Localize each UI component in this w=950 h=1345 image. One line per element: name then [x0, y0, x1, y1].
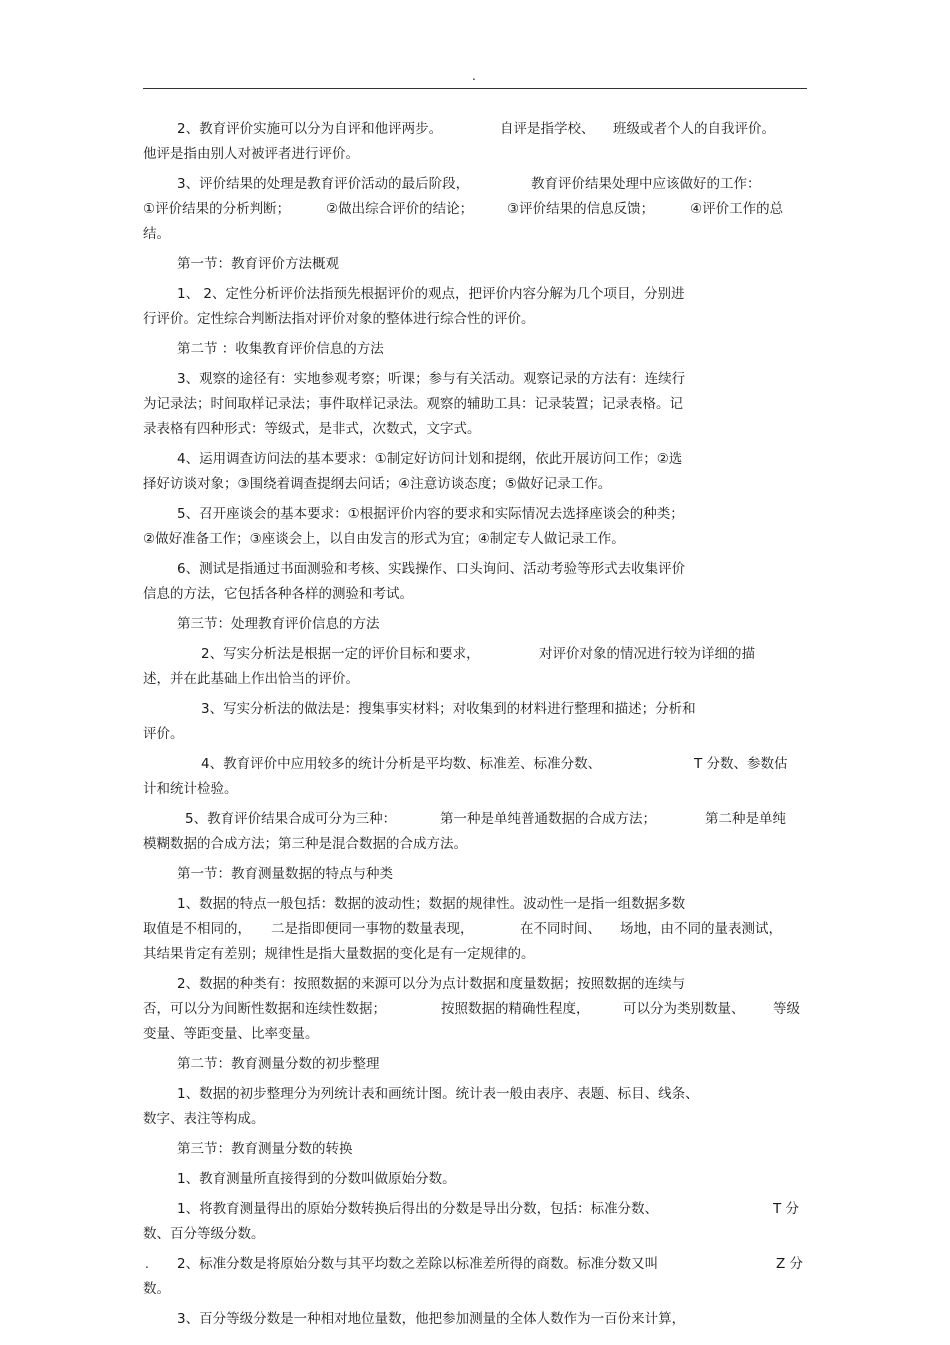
text-segment: 2、教育评价实施可以分为自评和他评两步。 [177, 121, 443, 137]
document-body [143, 117, 807, 1332]
text-segment: 数。 [143, 1281, 170, 1297]
paragraph-line [143, 1197, 807, 1222]
paragraph-line [143, 1107, 807, 1132]
text-segment: 1、将教育测量得出的原始分数转换后得出的分数是导出分数，包括：标准分数、 [177, 1201, 659, 1217]
text-segment: 4、教育评价中应用较多的统计分析是平均数、标准差、标准分数、 [201, 756, 602, 772]
paragraph-line [143, 972, 807, 997]
text-segment: 择好访谈对象；③围绕着调查提纲去问话；④注意访谈态度；⑤做好记录工作。 [143, 476, 612, 492]
text-segment: 2、写实分析法是根据一定的评价目标和要求， [201, 646, 480, 662]
text-segment: 第三节：教育测量分数的转换 [177, 1141, 353, 1157]
paragraph-line [143, 722, 807, 747]
text-segment: ①评价结果的分析判断； [143, 201, 291, 217]
paragraph-line [143, 942, 807, 967]
text-segment: 可以分为类别数量、 [623, 1001, 745, 1017]
text-segment: 第二种是单纯 [705, 811, 786, 827]
text-segment: 评价。 [143, 726, 184, 742]
text-segment: 2、数据的种类有：按照数据的来源可以分为点计数据和度量数据；按照数据的连续与 [177, 976, 686, 992]
paragraph-line [143, 1167, 807, 1192]
paragraph-line [143, 752, 807, 777]
text-segment: 6、测试是指通过书面测验和考核、实践操作、口头询问、活动考验等形式去收集评价 [177, 561, 686, 577]
text-segment: ②做好准备工作；③座谈会上，以自由发言的形式为宜；④制定专人做记录工作。 [143, 531, 625, 547]
paragraph-line [143, 447, 807, 472]
paragraph-line [143, 367, 807, 392]
header-mark: . [472, 69, 476, 83]
text-segment: 取值是不相同的， [143, 921, 251, 937]
text-segment: ④评价工作的总 [690, 201, 784, 217]
paragraph-line [143, 557, 807, 582]
text-segment: 其结果肯定有差别；规律性是指大量数据的变化是有一定规律的。 [143, 946, 535, 962]
text-segment: 1、教育测量所直接得到的分数叫做原始分数。 [177, 1171, 456, 1187]
paragraph-line [143, 1277, 807, 1302]
text-segment: 自评是指学校、 [500, 121, 595, 137]
text-segment: 班级或者个人的自我评价。 [613, 121, 775, 137]
text-segment: 5、教育评价结果合成可分为三种： [185, 811, 397, 827]
text-segment: 他评是指由别人对被评者进行评价。 [143, 146, 359, 162]
section-heading [143, 252, 807, 277]
header-rule [143, 88, 807, 89]
text-segment: 2、标准分数是将原始分数与其平均数之差除以标准差所得的商数。标准分数又叫 [177, 1256, 659, 1272]
text-segment: 信息的方法，它包括各种各样的测验和考试。 [143, 586, 413, 602]
paragraph-line [143, 502, 807, 527]
section-heading [143, 337, 807, 362]
section-heading [143, 612, 807, 637]
paragraph-line [143, 142, 807, 167]
text-segment: 述，并在此基础上作出恰当的评价。 [143, 671, 359, 687]
text-segment: 计和统计检验。 [143, 781, 238, 797]
paragraph-line [143, 472, 807, 497]
text-segment: 第一节：教育评价方法概观 [177, 256, 339, 272]
paragraph-line [143, 1307, 807, 1332]
paragraph-line [143, 917, 807, 942]
text-segment: 变量、等距变量、比率变量。 [143, 1026, 319, 1042]
paragraph-line [143, 222, 807, 247]
text-segment: 1、 2、定性分析评价法指预先根据评价的观点，把评价内容分解为几个项目，分别进 [177, 286, 685, 302]
paragraph-line [143, 392, 807, 417]
text-segment: 4、运用调查访问法的基本要求：①制定好访问计划和提纲，依此开展访问工作；②选 [177, 451, 683, 467]
text-segment: 等级 [773, 1001, 800, 1017]
paragraph-line [143, 777, 807, 802]
text-segment: 在不同时间、 [520, 921, 601, 937]
text-segment: 第三节：处理教育评价信息的方法 [177, 616, 380, 632]
paragraph-line [143, 117, 807, 142]
paragraph-line [143, 1022, 807, 1047]
paragraph-line [143, 197, 807, 222]
paragraph-line [143, 832, 807, 857]
text-segment: 数、百分等级分数。 [143, 1226, 265, 1242]
text-segment: 1、数据的初步整理分为列统计表和画统计图。统计表一般由表序、表题、标目、线条、 [177, 1086, 699, 1102]
text-segment: T 分 [773, 1201, 800, 1217]
text-segment: ③评价结果的信息反馈； [507, 201, 655, 217]
paragraph-line [143, 807, 807, 832]
paragraph-line [143, 667, 807, 692]
text-segment: 第二节 ：收集教育评价信息的方法 [177, 341, 384, 357]
paragraph-line [143, 697, 807, 722]
text-segment: 3、观察的途径有：实地参观考察；听课；参与有关活动。观察记录的方法有：连续行 [177, 371, 686, 387]
text-segment: 3、评价结果的处理是教育评价活动的最后阶段， [177, 176, 470, 192]
text-segment: ②做出综合评价的结论； [326, 201, 474, 217]
text-segment: 否，可以分为间断性数据和连续性数据； [143, 1001, 386, 1017]
text-segment: 对评价对象的情况进行较为详细的描 [539, 646, 755, 662]
text-segment: 教育评价结果处理中应该做好的工作： [531, 176, 761, 192]
text-segment: 第二节：教育测量分数的初步整理 [177, 1056, 380, 1072]
section-heading [143, 1052, 807, 1077]
text-segment: T 分数、参数估 [694, 756, 788, 772]
paragraph-line [143, 282, 807, 307]
section-heading [143, 862, 807, 887]
text-segment: 5、召开座谈会的基本要求：①根据评价内容的要求和实际情况去选择座谈会的种类； [177, 506, 684, 522]
text-segment: 1、数据的特点一般包括：数据的波动性；数据的规律性。波动性一是指一组数据多数 [177, 896, 686, 912]
text-segment: 行评价。定性综合判断法指对评价对象的整体进行综合性的评价。 [143, 311, 535, 327]
text-segment: 录表格有四种形式：等级式，是非式，次数式，文字式。 [143, 421, 481, 437]
text-segment: 为记录法；时间取样记录法；事件取样记录法。观察的辅助工具：记录装置；记录表格。记 [143, 396, 683, 412]
text-segment: 数字、表注等构成。 [143, 1111, 265, 1127]
paragraph-line [143, 527, 807, 552]
text-segment: Z 分 [776, 1256, 804, 1272]
paragraph-line [143, 642, 807, 667]
paragraph-line [143, 997, 807, 1022]
text-segment: 3、百分等级分数是一种相对地位量数，他把参加测量的全体人数作为一百份来计算， [177, 1311, 686, 1327]
paragraph-line [143, 1252, 807, 1277]
paragraph-line [143, 172, 807, 197]
text-segment: 场地，由不同的量表测试， [620, 921, 782, 937]
text-segment: 模糊数据的合成方法；第三种是混合数据的合成方法。 [143, 836, 467, 852]
footer-mark: . [145, 1257, 149, 1271]
text-segment: 第一节：教育测量数据的特点与种类 [177, 866, 393, 882]
paragraph-line [143, 307, 807, 332]
paragraph-line [143, 417, 807, 442]
section-heading [143, 1137, 807, 1162]
text-segment: 结。 [143, 226, 170, 242]
text-segment: 第一种是单纯普通数据的合成方法； [440, 811, 656, 827]
text-segment: 二是指即便同一事物的数量表现， [271, 921, 474, 937]
paragraph-line [143, 1222, 807, 1247]
text-segment: 3、写实分析法的做法是：搜集事实材料；对收集到的材料进行整理和描述；分析和 [201, 701, 696, 717]
paragraph-line [143, 1082, 807, 1107]
text-segment: 按照数据的精确性程度， [441, 1001, 590, 1017]
paragraph-line [143, 582, 807, 607]
paragraph-line [143, 892, 807, 917]
